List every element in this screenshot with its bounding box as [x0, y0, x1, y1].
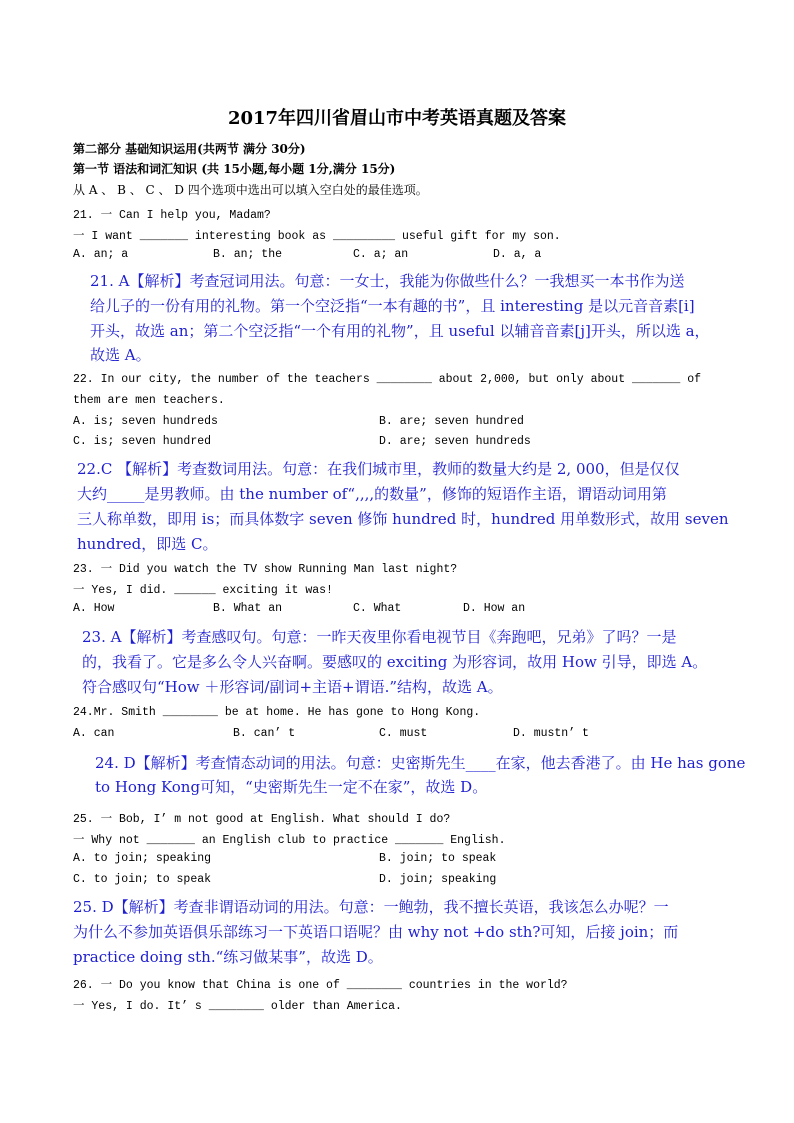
question-22-option-c: C. is; seven hundred — [73, 435, 212, 448]
answer-23-line2: 的，我看了。它是多么令人兴奋啊。要感叹的 exciting 为形容词，故用 How 引导，即选 A。 — [82, 653, 708, 671]
question-24-stem: 24.Mr. Smith ________ be at home. He has gone to Hong Kong. — [73, 706, 481, 719]
question-22-option-a: A. is; seven hundreds — [73, 415, 218, 428]
question-25-option-d: D. join; speaking — [379, 873, 497, 886]
answer-21-line4: 故选 A。 — [90, 346, 151, 364]
question-23-stem: 23. 一 Did you watch the TV show Running Man last night? — [73, 563, 458, 576]
answer-22-line2: 大约_____是男教师。由 the number of“,,,,的数量”，修饰的短语作主语，谓语动词用第 — [77, 485, 667, 503]
answer-25-line1: 25. D【解析】考查非谓语动词的用法。句意：一鲍勃，我不擅长英语，我该怎么办呢？一 — [73, 898, 669, 916]
answer-21-line2: 给儿子的一份有用的礼物。第一个空泛指“一本有趣的书”，且 interesting 是以元音音素[i] — [90, 297, 695, 315]
question-21-option-d: D. a, a — [493, 248, 542, 261]
question-21-option-b: B. an; the — [213, 248, 283, 261]
answer-21-line3: 开头，故选 an；第二个空泛指“一个有用的礼物”，且 useful 以辅音音素[j]开头，所以选 a， — [90, 322, 710, 340]
question-21-stem: 21. 一 Can I help you, Madam? — [73, 209, 271, 222]
question-23-option-c: C. What — [353, 602, 402, 615]
question-25-stem: 25. 一 Bob, I’ m not good at English. What should I do? — [73, 813, 451, 826]
question-25-line2: 一 Why not _______ an English club to practice _______ English. — [73, 834, 506, 847]
answer-22-line3: 三人称单数，即用 is；而具体数字 seven 修饰 hundred 时，hundred 用单数形式，故用 seven — [77, 510, 729, 528]
answer-25-line3: practice doing sth.“练习做某事”，故选 D。 — [73, 948, 383, 966]
question-24-option-b: B. can’ t — [233, 727, 296, 740]
question-23-line2: 一 Yes, I did. ______ exciting it was! — [73, 584, 333, 597]
question-26-stem: 26. 一 Do you know that China is one of ________ countries in the world? — [73, 979, 568, 992]
question-25-option-c: C. to join; to speak — [73, 873, 212, 886]
question-22-option-d: D. are; seven hundreds — [379, 435, 531, 448]
question-25-option-a: A. to join; speaking — [73, 852, 212, 865]
answer-22-line1: 22.C 【解析】考查数词用法。句意：在我们城市里，教师的数量大约是 2, 000，但是仅仅 — [77, 460, 680, 478]
question-21-option-c: C. a; an — [353, 248, 409, 261]
question-25-option-b: B. join; to speak — [379, 852, 497, 865]
answer-21-line1: 21. A【解析】考查冠词用法。句意：一女士，我能为你做些什么？一我想买一本书作为送 — [90, 272, 685, 290]
page-title: 2017年四川省眉山市中考英语真题及答案 — [227, 108, 567, 129]
question-22-line2: them are men teachers. — [73, 394, 225, 407]
answer-23-line1: 23. A【解析】考查感叹句。句意：一昨天夜里你看电视节目《奔跑吧，兄弟》了吗？一是 — [82, 628, 677, 646]
answer-23-line3: 符合感叹句“How ＋形容词/副词+主语+谓语.”结构，故选 A。 — [82, 678, 503, 696]
question-22-option-b: B. are; seven hundred — [379, 415, 524, 428]
question-21-line2: 一 I want _______ interesting book as _________ useful gift for my son. — [73, 230, 561, 243]
answer-24-line2: to Hong Kong可知，“史密斯先生一定不在家”，故选 D。 — [95, 778, 488, 796]
question-21-option-a: A. an; a — [73, 248, 129, 261]
question-23-option-b: B. What an — [213, 602, 283, 615]
question-22-stem: 22. In our city, the number of the teachers ________ about 2,000, but only about _______ of — [73, 373, 702, 386]
answer-25-line2: 为什么不参加英语俱乐部练习一下英语口语呢？由 why not +do sth?可知，后接 join；而 — [73, 923, 679, 941]
part-heading: 第二部分 基础知识运用(共两节 满分 30分) — [73, 142, 306, 156]
answer-22-line4: hundred，即选 C。 — [77, 535, 218, 553]
instruction-text: 从 A 、 B 、 C 、 D 四个选项中选出可以填入空白处的最佳选项。 — [73, 183, 428, 197]
question-26-line2: 一 Yes, I do. It’ s ________ older than America. — [73, 1000, 402, 1013]
question-23-option-a: A. How — [73, 602, 115, 615]
question-24-option-c: C. must — [379, 727, 428, 740]
question-23-option-d: D. How an — [463, 602, 526, 615]
question-24-option-d: D. mustn’ t — [513, 727, 589, 740]
answer-24-line1: 24. D【解析】考查情态动词的用法。句意：史密斯先生____在家，他去香港了。由 He has gone — [95, 754, 746, 772]
section-heading: 第一节 语法和词汇知识 (共 15小题,每小题 1分,满分 15分) — [73, 162, 396, 176]
question-24-option-a: A. can — [73, 727, 115, 740]
